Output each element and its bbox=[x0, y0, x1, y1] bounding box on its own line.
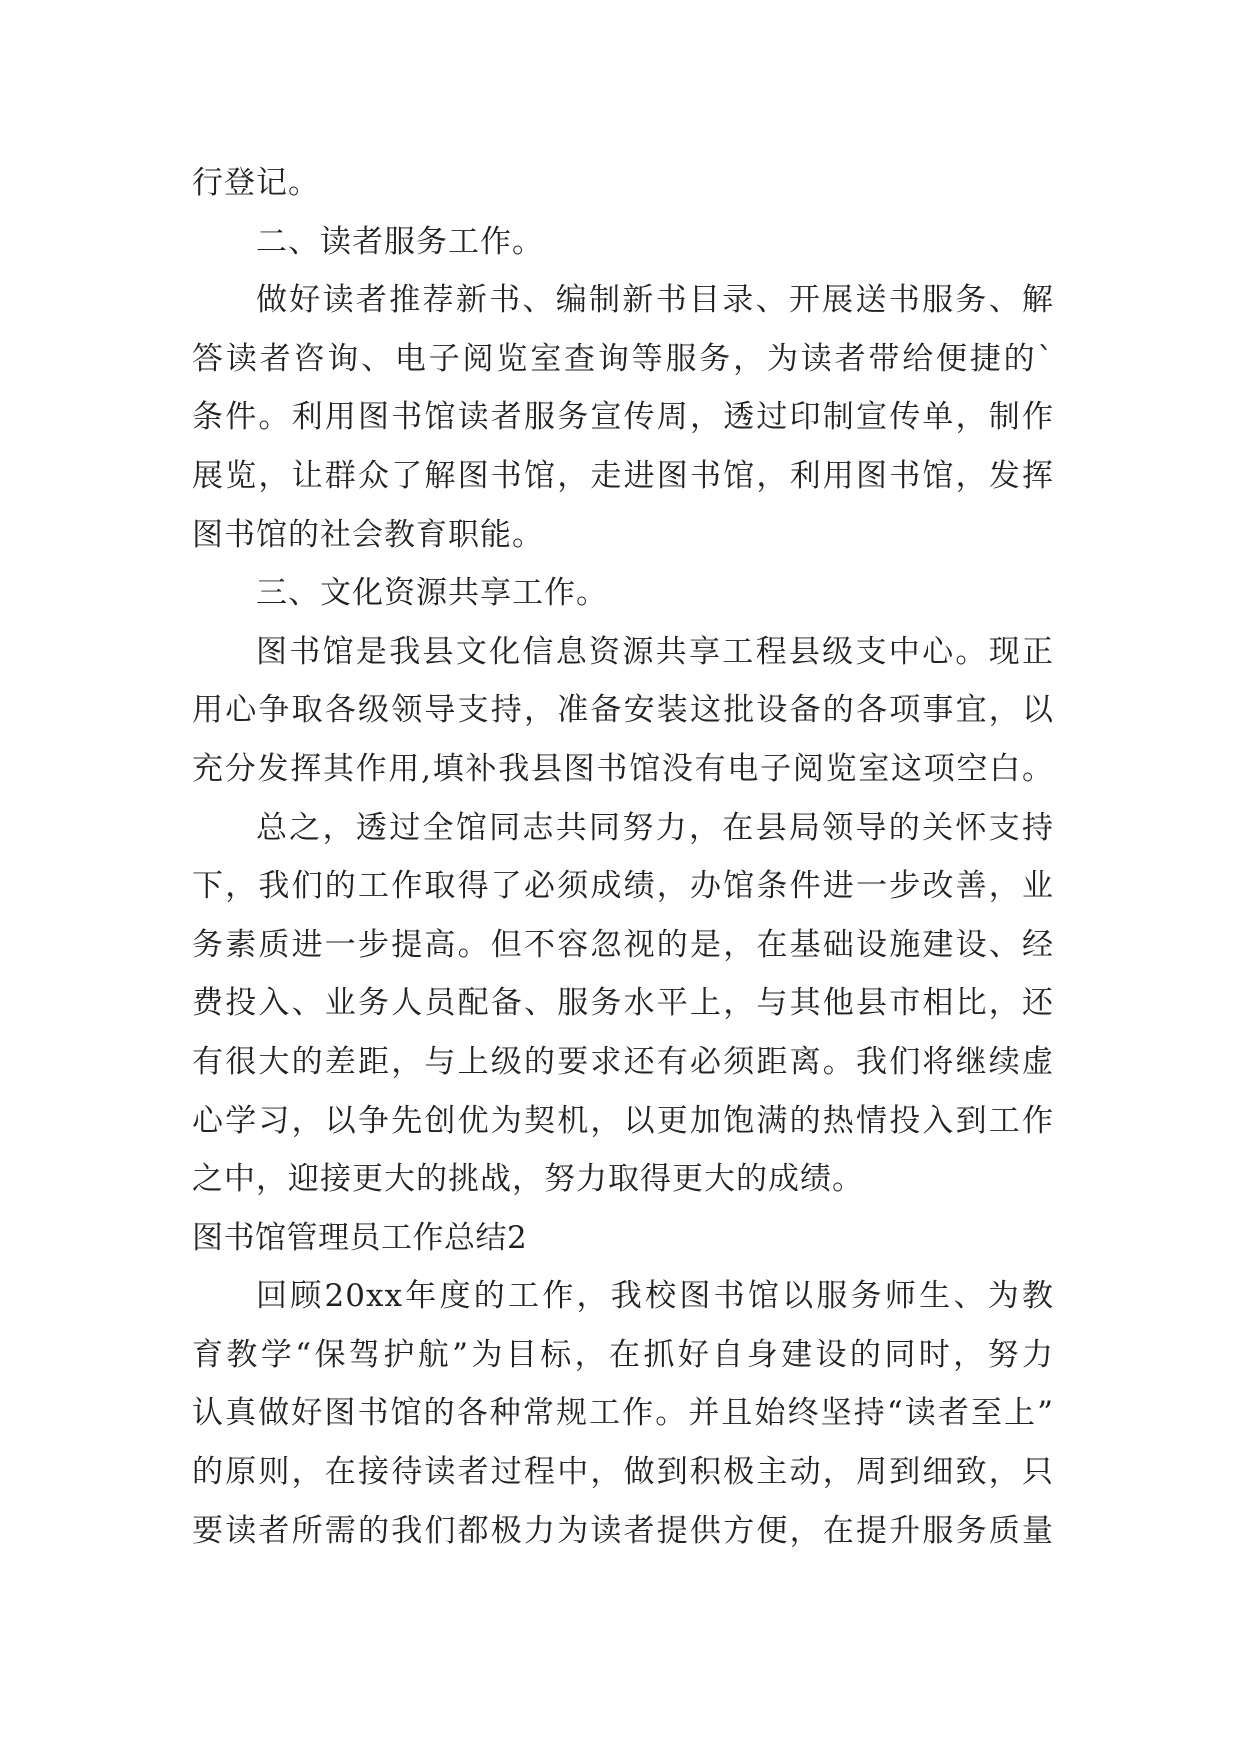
document-page bbox=[192, 154, 1054, 1560]
section-heading-reader-service: 二、读者服务工作。 bbox=[256, 223, 544, 260]
text-line-14: 务素质进一步提高。但不容忽视的是，在基础设施建设、经 bbox=[192, 926, 1054, 963]
text-line-9: 图书馆是我县文化信息资源共享工程县级支中心。现正 bbox=[256, 633, 1054, 670]
text-line-6: 展览，让群众了解图书馆，走进图书馆，利用图书馆，发挥 bbox=[192, 457, 1054, 494]
text-line-22: 认真做好图书馆的各种常规工作。并且始终坚持“读者至上” bbox=[192, 1395, 1054, 1432]
text-line-13: 下，我们的工作取得了必须成绩，办馆条件进一步改善，业 bbox=[192, 868, 1054, 905]
text-line-10: 用心争取各级领导支持，准备安装这批设备的各项事宜，以 bbox=[192, 692, 1054, 729]
text-line-7: 图书馆的社会教育职能。 bbox=[192, 516, 544, 553]
text-line-24: 要读者所需的我们都极力为读者提供方便，在提升服务质量 bbox=[192, 1512, 1054, 1549]
text-line-20: 回顾20xx年度的工作，我校图书馆以服务师生、为教 bbox=[256, 1278, 1054, 1315]
text-line-1: 行登记。 bbox=[192, 165, 320, 201]
text-line-3: 做好读者推荐新书、编制新书目录、开展送书服务、解 bbox=[256, 282, 1054, 319]
text-line-18: 之中，迎接更大的挑战，努力取得更大的成绩。 bbox=[192, 1161, 864, 1198]
text-line-23: 的原则，在接待读者过程中，做到积极主动，周到细致，只 bbox=[192, 1454, 1054, 1491]
text-line-21: 育教学“保驾护航”为目标，在抓好自身建设的同时，努力 bbox=[192, 1336, 1054, 1373]
text-line-16: 有很大的差距，与上级的要求还有必须距离。我们将继续虚 bbox=[192, 1043, 1054, 1080]
text-line-11: 充分发挥其作用,填补我县图书馆没有电子阅览室这项空白。 bbox=[192, 750, 1054, 787]
text-line-17: 心学习，以争先创优为契机，以更加饱满的热情投入到工作 bbox=[192, 1102, 1054, 1139]
text-line-15: 费投入、业务人员配备、服务水平上，与其他县市相比，还 bbox=[192, 985, 1054, 1022]
section-heading-resource-sharing: 三、文化资源共享工作。 bbox=[256, 575, 608, 612]
document-title: 图书馆管理员工作总结2 bbox=[192, 1219, 528, 1256]
text-line-4: 答读者咨询、电子阅览室查询等服务，为读者带给便捷的` bbox=[192, 340, 1054, 377]
text-line-5: 条件。利用图书馆读者服务宣传周，透过印制宣传单，制作 bbox=[192, 399, 1054, 436]
text-line-12: 总之，透过全馆同志共同努力，在县局领导的关怀支持 bbox=[256, 809, 1054, 846]
